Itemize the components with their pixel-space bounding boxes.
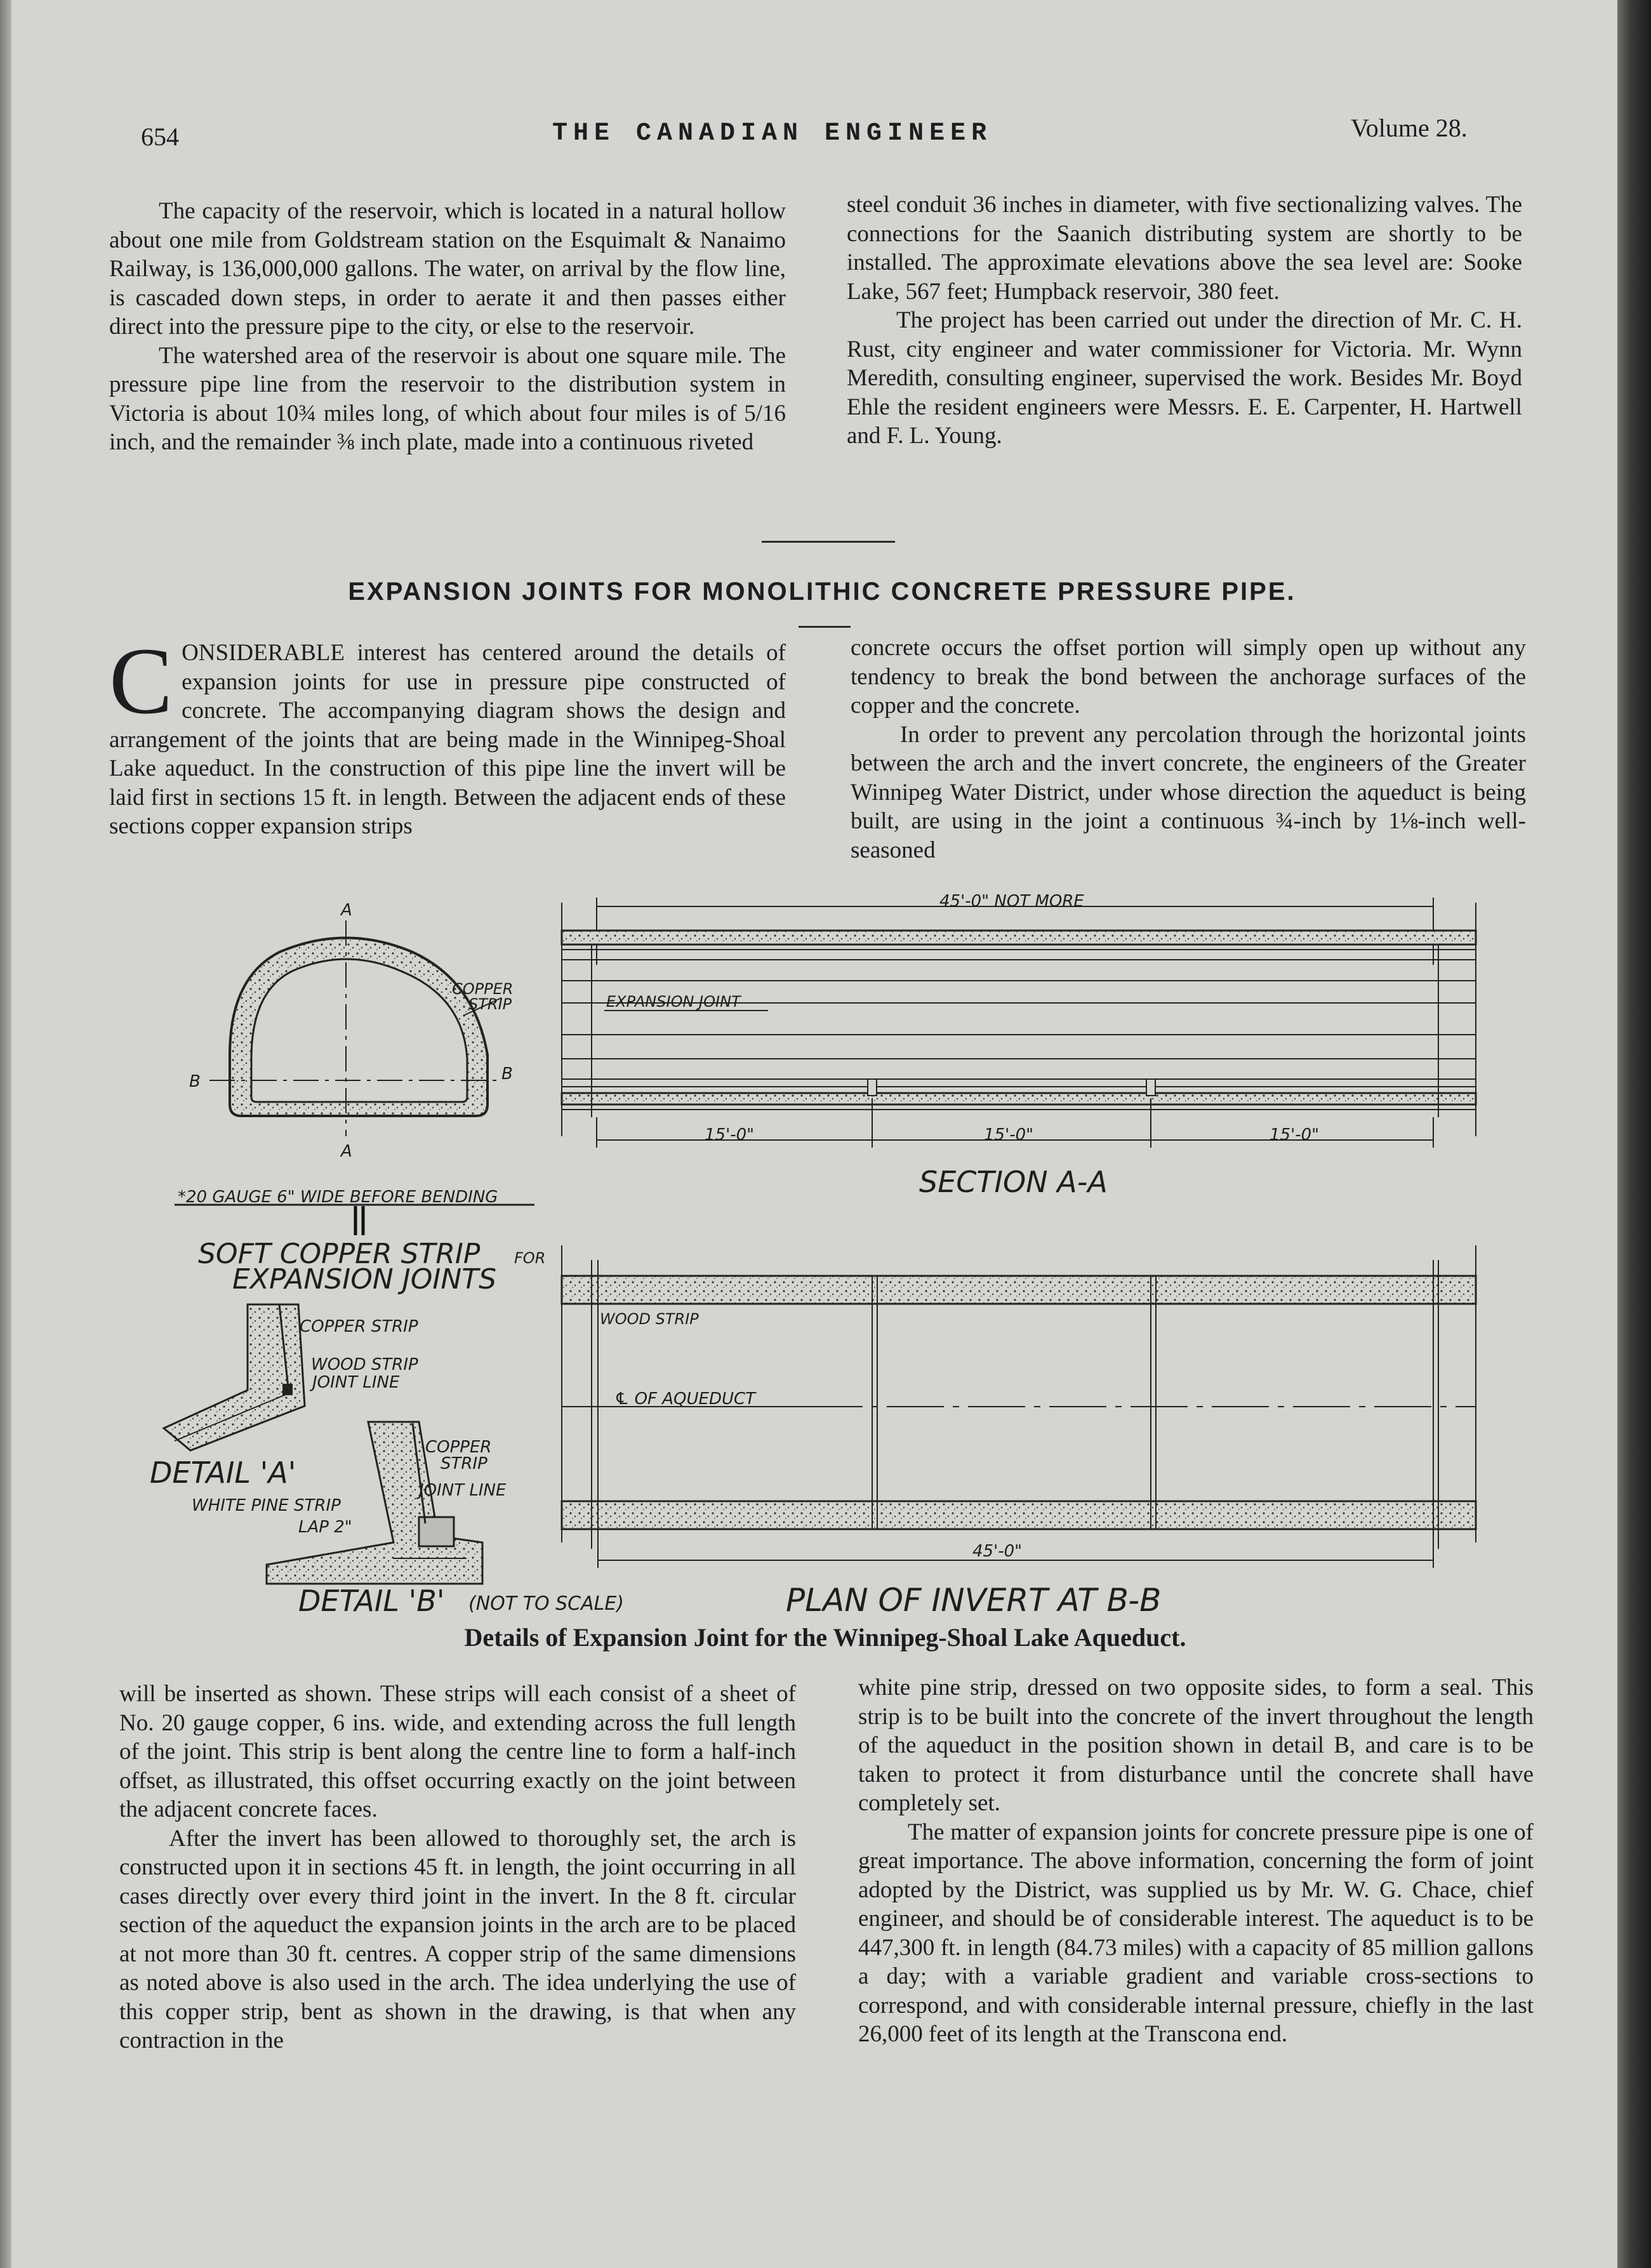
section-aa-title: SECTION A-A (919, 1165, 1108, 1199)
paragraph: The capacity of the reservoir, which is located in a natural hollow about one mile from Goldstream station on the Esquimalt & Nanaimo Railway, is 136,000,000 gallons. The water, on arrival by the flow line, is cascaded down steps, in order to aerate it and then passes either direct into the pressure pipe to the city, or else to the reservoir. (109, 198, 786, 340)
bottom-left-column (119, 1680, 796, 2055)
top-article-right-column (847, 190, 1522, 451)
section-aa-dim-3: 15'-0" (1270, 1125, 1320, 1144)
label-b-left: B (189, 1072, 201, 1091)
heading-rule (799, 626, 851, 628)
label-a-top: A (341, 901, 352, 920)
intro-left-column (109, 628, 786, 841)
detail-a-copper-strip: COPPER STRIP (300, 1317, 418, 1336)
figure-caption: Details of Expansion Joint for the Winnipeg-Shoal Lake Aqueduct. (464, 1623, 1186, 1652)
section-aa-expansion-joint: EXPANSION JOINT (606, 993, 741, 1011)
intro-text: ONSIDERABLE interest has centered around the details of expansion joints for use in pressure pipe constructed of concrete. The accompanying diagram shows the design and arrangement of the joints that are being made in the Winnipeg-Shoal Lake aqueduct. In the construction of this pipe line the invert will be laid first in sections 15 ft. in length. Between the adjacent ends of these sections copper expansion strips (109, 640, 786, 839)
paragraph: The project has been carried out under the direction of Mr. C. H. Rust, city engineer and water commissioner for Victoria. Mr. Wynn Meredith, consulting engineer, supervised the work. Besides Mr. Boyd Ehle the resident engineers were Messrs. E. E. Carpenter, H. Hartwell and F. L. Young. (847, 307, 1522, 449)
detail-b-copper: COPPER (425, 1438, 492, 1457)
copper-strip-title-for: FOR (514, 1249, 546, 1267)
section-divider (762, 541, 895, 543)
pipe-cross-section (209, 920, 501, 1136)
paragraph (109, 628, 786, 841)
drop-cap: C (109, 628, 173, 734)
bottom-right-column (858, 1673, 1534, 2049)
copper-strip-spec: *20 GAUGE 6" WIDE BEFORE BENDING (178, 1188, 498, 1207)
section-aa-drawing (562, 898, 1476, 1148)
article-heading: EXPANSION JOINTS FOR MONOLITHIC CONCRETE PRESSURE PIPE. (348, 578, 1296, 606)
copper-strip-title: SOFT COPPER STRIP (198, 1238, 481, 1270)
plan-bb-bottom-dim: 45'-0" (972, 1542, 1023, 1561)
intro-right-column (851, 633, 1526, 865)
plan-bb-centerline: ℄ OF AQUEDUCT (614, 1389, 756, 1409)
paragraph: concrete occurs the offset portion will simply open up without any tendency to break the bond between the anchorage surfaces of the copper and the concrete. (851, 635, 1526, 719)
copper-strip-title-2: EXPANSION JOINTS (232, 1263, 497, 1296)
detail-a-drawing (164, 1304, 305, 1450)
detail-b-joint-line: JOINT LINE (419, 1481, 507, 1500)
section-aa-dim-2: 15'-0" (984, 1125, 1034, 1144)
paragraph: will be inserted as shown. These strips will each consist of a sheet of No. 20 gauge copper, 6 ins. wide, and extending across the full length of the joint. This strip is bent along the centre line to form a half-inch offset, as illustrated, this offset occurring exactly on the joint between the adjacent concrete faces. (119, 1681, 796, 1822)
plan-bb-wood-strip: WOOD STRIP (600, 1310, 699, 1328)
detail-a-wood-strip: WOOD STRIP (311, 1355, 418, 1374)
detail-a-title: DETAIL 'A' (150, 1456, 296, 1490)
detail-b-title: DETAIL 'B' (298, 1584, 445, 1618)
paragraph: white pine strip, dressed on two opposite sides, to form a seal. This strip is to be built into the concrete of the invert throughout the length of the aqueduct in the position shown in detail B, and care is to be taken to protect it from disturbance until the concrete shall have completely set. (858, 1674, 1534, 1816)
detail-b-note: (NOT TO SCALE) (468, 1593, 624, 1615)
journal-title: THE CANADIAN ENGINEER (552, 119, 993, 148)
paragraph: The watershed area of the reservoir is about one square mile. The pressure pipe line from the reservoir to the distribution system in Victoria is about 10¾ miles long, of which about four miles is of 5/16 inch, and the remainder ⅜ inch plate, made into a continuous riveted (109, 342, 786, 455)
paragraph: In order to prevent any percolation through the horizontal joints between the arch and the invert concrete, the engineers of the Greater Winnipeg Water District, under whose direction the aqueduct is being built, are using in the joint a continuous ¾-inch by 1⅛-inch well-seasoned (851, 721, 1526, 863)
detail-b-white-pine: WHITE PINE STRIP (192, 1496, 341, 1515)
copper-strip-label: COPPER (452, 980, 514, 998)
paragraph: After the invert has been allowed to thoroughly set, the arch is constructed upon it in sections 45 ft. in length, the joint occurring in all cases directly over every third joint in the invert. In the 8 ft. circular section of the aqueduct the expansion joints in the arch are to be placed at not more than 30 ft. centres. A copper strip of the same dimensions as noted above is also used in the arch. The idea underlying the use of this copper strip, bent as shown in the drawing, is that when any contraction in the (119, 1825, 796, 2053)
label-a-bottom: A (341, 1142, 352, 1161)
section-aa-dim-1: 15'-0" (705, 1125, 755, 1144)
paragraph: The matter of expansion joints for concrete pressure pipe is one of great importance. The above information, concerning the form of joint adopted by the District, was supplied us by Mr. W. G. Chace, chief engineer, and should be of considerable interest. The aqueduct is to be 447,300 ft. in length (84.73 miles) with a capacity of 85 million gallons a day; with a variable gradient and variable cross-sections to correspond, and with considerable internal pressure, chiefly in the last 26,000 feet of its length at the Transcona end. (858, 1819, 1534, 2047)
section-aa-top-dim: 45'-0" NOT MORE (939, 892, 1084, 911)
copper-strip-label-2: STRIP (468, 995, 512, 1013)
volume-label: Volume 28. (1351, 114, 1468, 142)
detail-b-lap: LAP 2" (298, 1518, 352, 1537)
detail-a-joint-line: JOINT LINE (312, 1373, 400, 1392)
top-article-left-column (109, 197, 786, 457)
paragraph: steel conduit 36 inches in diameter, with five sectionalizing valves. The connections for the Saanich distributing system are shortly to be installed. The approximate elevations above the sea level are: Sooke Lake, 567 feet; Humpback reservoir, 380 feet. (847, 192, 1522, 305)
plan-bb-title: PLAN OF INVERT AT B-B (786, 1582, 1162, 1619)
detail-b-strip: STRIP (441, 1454, 487, 1473)
page-number: 654 (141, 123, 179, 151)
expansion-joint-figure (0, 882, 1625, 1625)
label-b-right: B (501, 1064, 513, 1084)
